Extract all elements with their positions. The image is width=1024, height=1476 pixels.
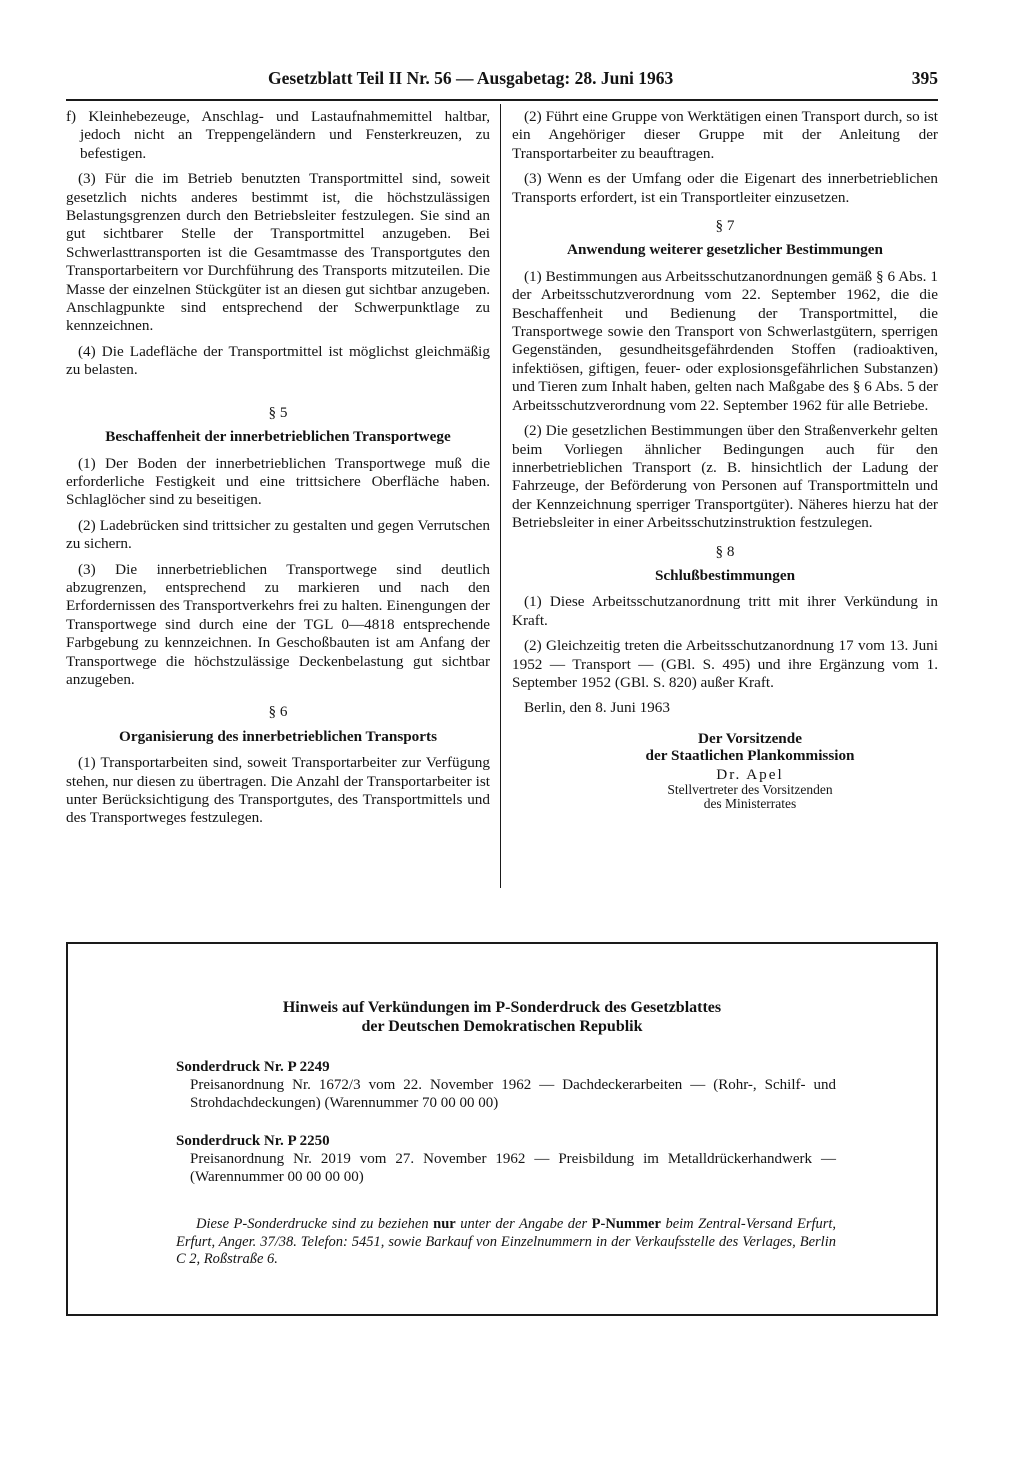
paragraph-7-2: (2) Die gesetzlichen Bestimmungen über den Straßenverkehr gelten beim Vorliegen ähnlicher Bedingungen auch für den innerbetrieblichen Transport (z. B. hinsichtlich der Ladung der Fahrzeuge, der Beförderung von Personen auf Transportmitteln und der Kennzeichnung sperriger Transportgüter). Näheres hierzu hat der Betriebsleiter in einer Arbeitsschutzinstruktion festzulegen.	[512, 422, 938, 532]
notice-footer	[176, 1216, 836, 1269]
column-divider	[500, 104, 501, 888]
paragraph-5-3: (3) Die innerbetrieblichen Transportwege sind deutlich abzugrenzen, entsprechend zu markieren und nach den Erfordernissen des Transportverkehrs frei zu halten. Einengungen der Transportwege sind durch eine der TGL 0—4818 entsprechende Farbgebung zu kennzeichnen. In Geschoßbauten ist am Anfang der Transportwege die höchstzulässige Deckenbelastung gut sichtbar anzugeben.	[66, 560, 490, 688]
right-column	[512, 108, 938, 812]
notice-footer-part-1: Diese P-Sonderdrucke sind zu beziehen	[196, 1216, 429, 1232]
notice-entry-label: Sonderdruck Nr. P 2249	[176, 1059, 330, 1075]
notice-box	[66, 942, 938, 1316]
notice-entry-text: Preisanordnung Nr. 2019 vom 27. November 1962 — Preisbildung im Metalldrückerhandwerk — (Warennummer 00 00 00 00)	[190, 1151, 836, 1185]
notice-footer-part-2: unter der Angabe der	[460, 1216, 588, 1232]
section-8-title: Schlußbestimmungen	[654, 566, 796, 584]
signature-block	[562, 730, 938, 812]
notice-footer-part-3: beim Zentral-Versand Erfurt, Erfurt, Anger. 37/38. Telefon: 5451, sowie Barkauf von Einzelnummern in der Verkaufsstelle des Verlages, Berlin C 2, Roßstraße 6.	[176, 1216, 837, 1267]
section-8-sign: § 8	[715, 542, 735, 560]
notice-title-line-2: der Deutschen Demokratischen Republik	[361, 1018, 643, 1035]
notice-footer-nur: nur	[433, 1216, 456, 1232]
section-7-sign: § 7	[715, 217, 735, 235]
paragraph-4-4: (4) Die Ladefläche der Transportmittel ist möglichst gleichmäßig zu belasten.	[66, 342, 490, 379]
section-7-title: Anwendung weiterer gesetzlicher Bestimmungen	[567, 241, 883, 259]
page-number: 395	[911, 68, 938, 88]
paragraph-item-f: f) Kleinhebezeuge, Anschlag- und Lastaufnahmemittel haltbar, jedoch nicht an Treppengeländern und Fensterkreuzen, zu befestigen.	[66, 108, 490, 162]
paragraph-8-2: (2) Gleichzeitig treten die Arbeitsschutzanordnung 17 vom 13. Juni 1952 — Transport — (GBl. S. 495) und ihre Ergänzung vom 1. September 1952 (GBl. S. 820) außer Kraft.	[512, 637, 938, 691]
notice-footer-pnummer: P-Nummer	[591, 1216, 661, 1232]
running-header	[268, 68, 938, 94]
signatory-title-1: Der Vorsitzende	[698, 729, 802, 747]
header-rule	[66, 99, 938, 101]
header-title: Gesetzblatt Teil II Nr. 56 — Ausgabetag: 28. Juni 1963	[268, 68, 674, 88]
signatory-name: Dr. Apel	[716, 765, 784, 783]
notice-entry-label: Sonderdruck Nr. P 2250	[176, 1133, 330, 1149]
notice-title	[68, 998, 936, 1036]
notice-entry-text: Preisanordnung Nr. 1672/3 vom 22. November 1962 — Dachdeckerarbeiten — (Rohr-, Schilf- und Strohdachdeckungen) (Warennummer 70 00 00 00)	[190, 1077, 836, 1111]
section-5-sign: § 5	[268, 403, 288, 421]
paragraph-4-3: (3) Für die im Betrieb benutzten Transportmittel sind, soweit gesetzlich nichts anderes bestimmt ist, die höchstzulässigen Belastungsgrenzen durch den Betriebsleiter festzulegen. Sie sind an gut sichtbarer Stelle der Transportmittel anzugeben. Bei Schwerlasttransporten ist die Gesamtmasse des Transportgutes den Transportarbeitern vor Durchführung des Transports mitzuteilen. Die Masse der einzelnen Stückgüter ist an diesen gut sichtbar anzugeben. Anschlagpunkte sind entsprechend der Schwerpunktlage zu kennzeichnen.	[66, 170, 490, 335]
signatory-title-2: der Staatlichen Plankommission	[645, 746, 855, 764]
section-6-title: Organisierung des innerbetrieblichen Transports	[119, 727, 437, 745]
section-6-sign: § 6	[268, 703, 288, 721]
place-date: Berlin, den 8. Juni 1963	[524, 699, 670, 717]
signatory-role-1: Stellvertreter des Vorsitzenden	[667, 781, 833, 797]
paragraph-8-1: (1) Diese Arbeitsschutzanordnung tritt mit ihrer Verkündung in Kraft.	[512, 593, 938, 629]
notice-entry	[176, 1058, 836, 1112]
notice-entry	[176, 1132, 836, 1186]
paragraph-6-2: (2) Führt eine Gruppe von Werktätigen einen Transport durch, so ist ein Angehöriger dieser Gruppe mit der Anleitung der Transportarbeiter zu beauftragen.	[512, 108, 938, 162]
notice-title-line-1: Hinweis auf Verkündungen im P-Sonderdruck des Gesetzblattes	[282, 999, 722, 1016]
signatory-role-2: des Ministerrates	[703, 796, 797, 812]
paragraph-6-1: (1) Transportarbeiten sind, soweit Transportarbeiter zur Verfügung stehen, nur diesen zu übertragen. Die Anzahl der Transportarbeiter ist unter Berücksichtigung des Transportgutes, des Transportmittels und des Transportweges festzulegen.	[66, 754, 490, 827]
paragraph-6-3: (3) Wenn es der Umfang oder die Eigenart des innerbetrieblichen Transports erfordert, ist ein Transportleiter einzusetzen.	[512, 170, 938, 206]
paragraph-5-1: (1) Der Boden der innerbetrieblichen Transportwege muß die erforderliche Festigkeit und eine trittsichere Oberfläche haben. Schlaglöcher sind zu beseitigen.	[66, 454, 490, 509]
paragraph-5-2: (2) Ladebrücken sind trittsicher zu gestalten und gegen Verrutschen zu sichern.	[66, 516, 490, 553]
section-5-title: Beschaffenheit der innerbetrieblichen Transportwege	[105, 428, 451, 446]
paragraph-7-1: (1) Bestimmungen aus Arbeitsschutzanordnungen gemäß § 6 Abs. 1 der Arbeitsschutzverordnung vom 22. September 1962, die die Beschaffenheit und Bedienung der Transportmittel, die Transportwege sowie den Transport von Schwerlastgütern, sperrigen Gegenständen, gesundheitsgefährdenden Stoffen (radioaktiven, infektiösen, giftigen, feuer- oder explosionsgefährlichen Substanzen) und Tieren zum Inhalt haben, gelten nach Maßgabe des § 6 Abs. 5 der Arbeitsschutzverordnung vom 22. September 1962 für alle Betriebe.	[512, 267, 938, 414]
left-column	[66, 108, 490, 835]
